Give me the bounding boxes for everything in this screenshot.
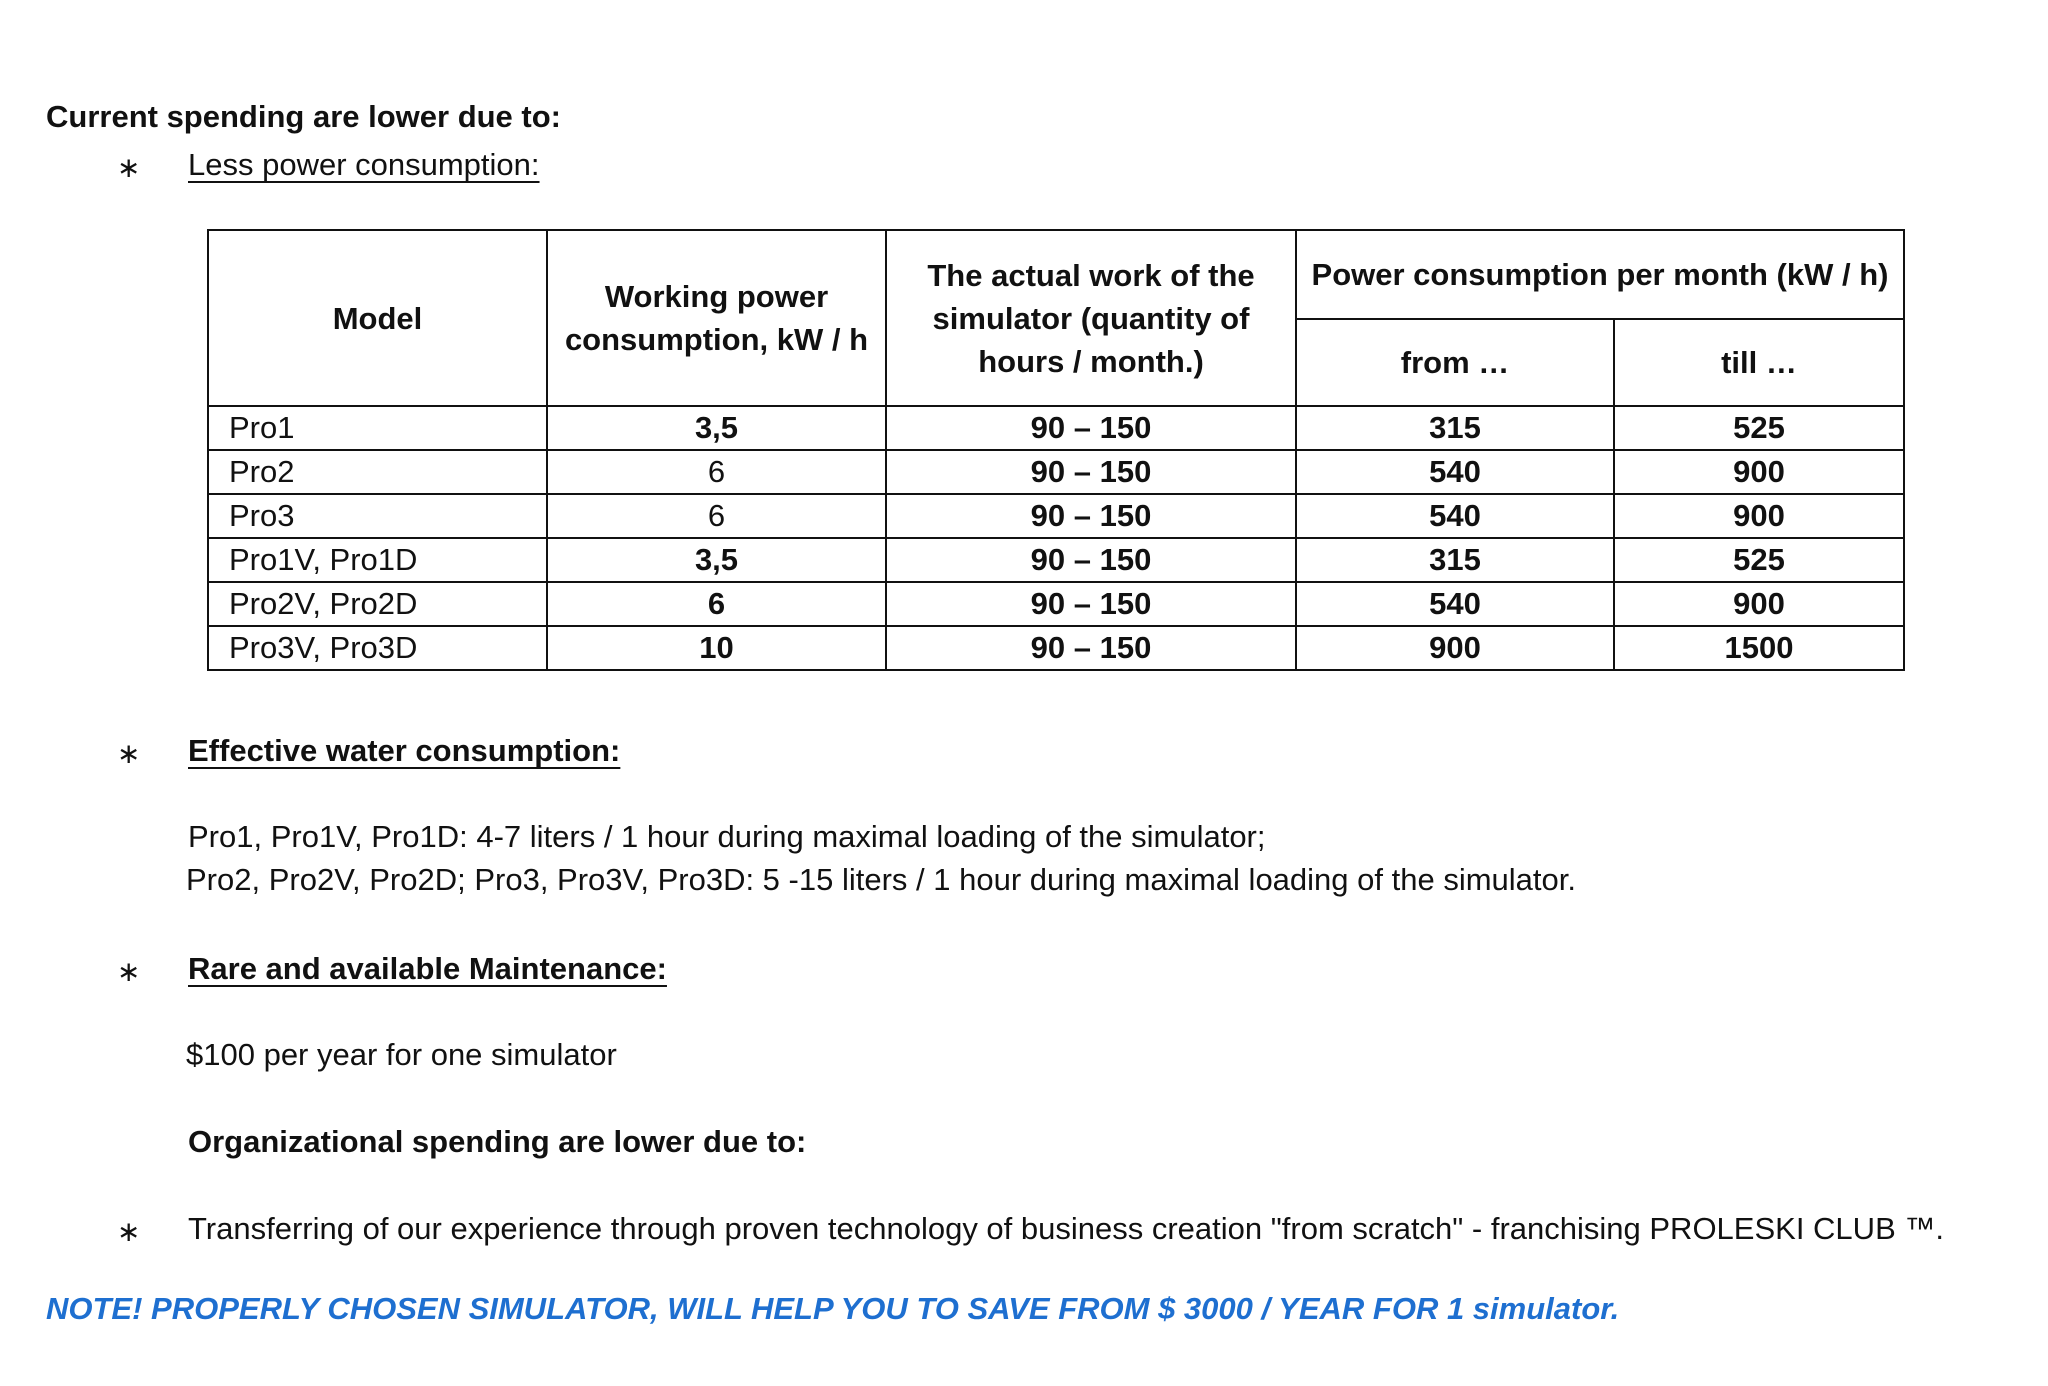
header-power-month: Power consumption per month (kW / h) (1296, 230, 1904, 319)
cell-model: Pro1 (208, 406, 547, 450)
cell-from: 900 (1296, 626, 1614, 670)
cell-power: 3,5 (547, 406, 886, 450)
maintenance-text: $100 per year for one simulator (186, 1037, 617, 1072)
bullet-marker: ∗ (117, 1216, 141, 1247)
cell-hours: 90 – 150 (886, 406, 1296, 450)
bullet-marker: ∗ (117, 956, 141, 987)
header-actual-work: The actual work of the simulator (quantity of hours / month.) (886, 230, 1296, 406)
table-row (208, 450, 1904, 494)
cell-model: Pro2V, Pro2D (208, 582, 547, 626)
header-from: from … (1296, 319, 1614, 406)
cell-from: 540 (1296, 450, 1614, 494)
heading-organizational-spending: Organizational spending are lower due to: (188, 1124, 807, 1159)
table-row (208, 494, 1904, 538)
water-line-2: Pro2, Pro2V, Pro2D; Pro3, Pro3V, Pro3D: 5 -15 liters / 1 hour during maximal loading of the simulator. (186, 862, 1576, 897)
header-working-power: Working power consumption, kW / h (547, 230, 886, 406)
cell-model: Pro3V, Pro3D (208, 626, 547, 670)
cell-hours: 90 – 150 (886, 626, 1296, 670)
cell-power: 6 (547, 450, 886, 494)
cell-from: 315 (1296, 538, 1614, 582)
cell-power: 10 (547, 626, 886, 670)
cell-from: 540 (1296, 582, 1614, 626)
header-model: Model (208, 230, 547, 406)
cell-till: 900 (1614, 494, 1904, 538)
cell-till: 900 (1614, 450, 1904, 494)
cell-till: 525 (1614, 406, 1904, 450)
cell-till: 1500 (1614, 626, 1904, 670)
water-line-1: Pro1, Pro1V, Pro1D: 4-7 liters / 1 hour during maximal loading of the simulator; (188, 819, 1266, 854)
cell-model: Pro3 (208, 494, 547, 538)
table-row (208, 582, 1904, 626)
cell-hours: 90 – 150 (886, 538, 1296, 582)
cell-hours: 90 – 150 (886, 494, 1296, 538)
note-savings: NOTE! PROPERLY CHOSEN SIMULATOR, WILL HELP YOU TO SAVE FROM $ 3000 / YEAR FOR 1 simulator. (46, 1291, 1620, 1326)
cell-model: Pro2 (208, 450, 547, 494)
cell-hours: 90 – 150 (886, 450, 1296, 494)
bullet-marker: ∗ (117, 738, 141, 769)
cell-power: 6 (547, 582, 886, 626)
cell-till: 900 (1614, 582, 1904, 626)
table-row (208, 626, 1904, 670)
heading-current-spending: Current spending are lower due to: (46, 99, 561, 134)
cell-from: 315 (1296, 406, 1614, 450)
table-row (208, 538, 1904, 582)
section-water-title: Effective water consumption: (188, 733, 621, 768)
cell-power: 3,5 (547, 538, 886, 582)
cell-power: 6 (547, 494, 886, 538)
cell-from: 540 (1296, 494, 1614, 538)
header-till: till … (1614, 319, 1904, 406)
power-consumption-table (207, 229, 1905, 671)
section-power-title: Less power consumption: (188, 147, 540, 182)
section-maintenance-title: Rare and available Maintenance: (188, 951, 667, 986)
cell-till: 525 (1614, 538, 1904, 582)
franchise-text: Transferring of our experience through proven technology of business creation "from scratch" - franchising PROLESKI CLUB ™. (188, 1211, 1944, 1246)
cell-hours: 90 – 150 (886, 582, 1296, 626)
cell-model: Pro1V, Pro1D (208, 538, 547, 582)
bullet-marker: ∗ (117, 152, 141, 183)
table-row (208, 406, 1904, 450)
